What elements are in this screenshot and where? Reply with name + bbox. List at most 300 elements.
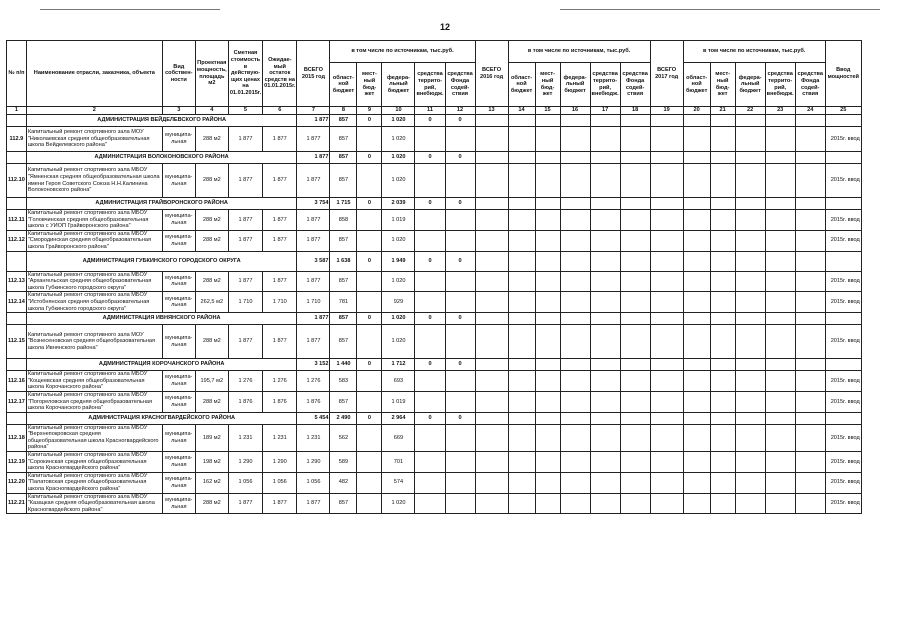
section-fund: 0: [445, 359, 475, 371]
empty-cell: [735, 452, 765, 473]
empty-cell: [560, 164, 590, 198]
item-no: 112.16: [7, 371, 27, 392]
empty-cell: [710, 251, 735, 271]
empty-cell: [795, 313, 825, 325]
empty-cell: [710, 164, 735, 198]
section-local: 0: [357, 412, 382, 424]
empty-cell: [710, 198, 735, 210]
column-number: 4: [195, 107, 228, 115]
empty-cell: [590, 359, 620, 371]
column-number: 9: [357, 107, 382, 115]
empty-cell: [620, 292, 650, 313]
item-status: 2015г. ввод: [825, 127, 861, 152]
header-territorial: средства террито-рий, внебюдж.: [415, 63, 445, 107]
section-header-row: [7, 115, 862, 127]
empty-cell: [765, 472, 795, 493]
header-regional: област-ной бюджет: [508, 63, 535, 107]
item-owner: муниципа-льная: [162, 230, 195, 251]
empty-cell: [650, 391, 683, 412]
item-status: 2015г. ввод: [825, 271, 861, 292]
item-no: 112.9: [7, 127, 27, 152]
empty-cell: [508, 292, 535, 313]
empty-cell: [650, 292, 683, 313]
empty-cell: [620, 412, 650, 424]
item-capacity: 288 м2: [195, 164, 228, 198]
section-header-row: [7, 412, 862, 424]
item-territorial: [415, 424, 445, 451]
empty-cell: [795, 424, 825, 451]
empty-cell: [710, 127, 735, 152]
empty-cell: [683, 152, 710, 164]
empty-cell: [590, 424, 620, 451]
item-total: 1 710: [297, 292, 330, 313]
empty-cell: [765, 493, 795, 514]
section-total: 3 152: [297, 359, 330, 371]
item-status: 2015г. ввод: [825, 210, 861, 231]
section-territorial: 0: [415, 251, 445, 271]
table-row: [7, 452, 862, 473]
empty-cell: [475, 210, 508, 231]
empty-cell: [683, 391, 710, 412]
empty-cell: [650, 127, 683, 152]
column-number: 7: [297, 107, 330, 115]
empty-cell: [590, 152, 620, 164]
item-name: Капитальный ремонт спортивного зала МБОУ "Верхнепокровская средняя общеобразовательная школа Красногвардейского района": [26, 424, 162, 451]
column-number: 19: [650, 107, 683, 115]
item-regional: 858: [330, 210, 357, 231]
empty-cell: [735, 292, 765, 313]
empty-cell: [535, 371, 560, 392]
empty-cell: [735, 371, 765, 392]
empty-cell: [765, 313, 795, 325]
column-number: 25: [825, 107, 861, 115]
empty-cell: [765, 210, 795, 231]
empty-cell: [765, 452, 795, 473]
empty-cell: [683, 493, 710, 514]
empty-cell: [560, 412, 590, 424]
section-no: [7, 198, 27, 210]
empty-cell: [825, 313, 861, 325]
empty-cell: [710, 359, 735, 371]
item-territorial: [415, 127, 445, 152]
empty-cell: [765, 164, 795, 198]
item-estimate: 1 877: [228, 164, 262, 198]
section-title: АДМИНИСТРАЦИЯ КРАСНОГВАРДЕЙСКОГО РАЙОНА: [26, 412, 297, 424]
empty-cell: [590, 127, 620, 152]
item-status: 2015г. ввод: [825, 230, 861, 251]
table-row: [7, 271, 862, 292]
column-number: 3: [162, 107, 195, 115]
item-name: Капитальный ремонт спортивного зала МОУ "Николаевская средняя общеобразовательная школа Вейделевского района": [26, 127, 162, 152]
section-fund: 0: [445, 152, 475, 164]
empty-cell: [590, 292, 620, 313]
table-row: [7, 472, 862, 493]
top-rule-right: [560, 9, 880, 10]
column-number: 5: [228, 107, 262, 115]
item-capacity: 262,5 м2: [195, 292, 228, 313]
empty-cell: [535, 412, 560, 424]
item-status: 2015г. ввод: [825, 493, 861, 514]
empty-cell: [710, 152, 735, 164]
empty-cell: [508, 313, 535, 325]
section-no: [7, 251, 27, 271]
table-row: [7, 292, 862, 313]
empty-cell: [650, 359, 683, 371]
item-regional: 583: [330, 371, 357, 392]
empty-cell: [475, 424, 508, 451]
empty-cell: [735, 325, 765, 359]
empty-cell: [620, 210, 650, 231]
empty-cell: [683, 210, 710, 231]
empty-cell: [508, 271, 535, 292]
item-regional: 857: [330, 164, 357, 198]
column-number: 10: [382, 107, 415, 115]
empty-cell: [650, 164, 683, 198]
item-status: 2015г. ввод: [825, 292, 861, 313]
empty-cell: [560, 313, 590, 325]
column-number: 22: [735, 107, 765, 115]
empty-cell: [795, 164, 825, 198]
item-local: [357, 325, 382, 359]
item-no: 112.11: [7, 210, 27, 231]
header-local: мест-ный бюд-жет: [535, 63, 560, 107]
empty-cell: [620, 359, 650, 371]
item-owner: муниципа-льная: [162, 271, 195, 292]
section-federal: 1 020: [382, 313, 415, 325]
section-regional: 2 490: [330, 412, 357, 424]
item-total: 1 877: [297, 127, 330, 152]
empty-cell: [475, 115, 508, 127]
section-total: 5 454: [297, 412, 330, 424]
item-territorial: [415, 493, 445, 514]
empty-cell: [475, 452, 508, 473]
item-local: [357, 472, 382, 493]
column-number: 6: [263, 107, 297, 115]
item-territorial: [415, 391, 445, 412]
column-number: 12: [445, 107, 475, 115]
empty-cell: [590, 230, 620, 251]
section-regional: 1 715: [330, 198, 357, 210]
table-row: [7, 230, 862, 251]
header-local: мест-ный бюд-жет: [357, 63, 382, 107]
empty-cell: [535, 472, 560, 493]
empty-cell: [795, 472, 825, 493]
item-regional: 482: [330, 472, 357, 493]
item-no: 112.19: [7, 452, 27, 473]
section-fund: 0: [445, 313, 475, 325]
empty-cell: [683, 271, 710, 292]
section-total: 3 587: [297, 251, 330, 271]
empty-cell: [683, 452, 710, 473]
header-remainder: Ожидае-мый остаток средств на 01.01.2015г.: [263, 41, 297, 107]
empty-cell: [650, 472, 683, 493]
section-regional: 1 440: [330, 359, 357, 371]
item-fund: [445, 164, 475, 198]
empty-cell: [475, 164, 508, 198]
section-federal: 1 020: [382, 152, 415, 164]
column-number: 23: [765, 107, 795, 115]
section-fund: 0: [445, 198, 475, 210]
header-territorial: средства террито-рий, внебюдж.: [765, 63, 795, 107]
header-local: мест-ный бюд-жет: [710, 63, 735, 107]
empty-cell: [535, 210, 560, 231]
item-no: 112.10: [7, 164, 27, 198]
section-local: 0: [357, 313, 382, 325]
empty-cell: [590, 325, 620, 359]
empty-cell: [508, 210, 535, 231]
section-fund: 0: [445, 251, 475, 271]
header-total-2017: ВСЕГО 2017 год: [650, 41, 683, 107]
empty-cell: [508, 424, 535, 451]
item-regional: 562: [330, 424, 357, 451]
empty-cell: [735, 152, 765, 164]
empty-cell: [508, 127, 535, 152]
empty-cell: [765, 127, 795, 152]
item-capacity: 198 м2: [195, 452, 228, 473]
item-fund: [445, 325, 475, 359]
item-capacity: 288 м2: [195, 127, 228, 152]
empty-cell: [735, 313, 765, 325]
section-territorial: 0: [415, 412, 445, 424]
item-owner: муниципа-льная: [162, 127, 195, 152]
empty-cell: [560, 452, 590, 473]
item-total: 1 876: [297, 391, 330, 412]
item-local: [357, 127, 382, 152]
header-capacity: Проектная мощность, площадь м2: [195, 41, 228, 107]
empty-cell: [620, 493, 650, 514]
item-regional: 857: [330, 230, 357, 251]
empty-cell: [795, 412, 825, 424]
empty-cell: [560, 359, 590, 371]
item-name: Капитальный ремонт спортивного зала МБОУ "Архангельская средняя общеобразовательная школа Губкинского городского округа": [26, 271, 162, 292]
empty-cell: [535, 152, 560, 164]
header-federal: федера-льный бюджет: [735, 63, 765, 107]
item-owner: муниципа-льная: [162, 391, 195, 412]
empty-cell: [560, 391, 590, 412]
empty-cell: [620, 472, 650, 493]
empty-cell: [735, 472, 765, 493]
empty-cell: [620, 325, 650, 359]
empty-cell: [590, 313, 620, 325]
item-total: 1 877: [297, 325, 330, 359]
item-remainder: 1 877: [263, 210, 297, 231]
item-estimate: 1 877: [228, 210, 262, 231]
item-name: Капитальный ремонт спортивного зала МБОУ "Погореловская средняя общеобразовательная школа Корочанского района": [26, 391, 162, 412]
empty-cell: [650, 313, 683, 325]
item-capacity: 162 м2: [195, 472, 228, 493]
item-remainder: 1 276: [263, 371, 297, 392]
empty-cell: [650, 271, 683, 292]
empty-cell: [620, 127, 650, 152]
table-row: [7, 391, 862, 412]
empty-cell: [620, 164, 650, 198]
empty-cell: [560, 424, 590, 451]
empty-cell: [765, 115, 795, 127]
item-no: 112.18: [7, 424, 27, 451]
empty-cell: [508, 251, 535, 271]
empty-cell: [683, 198, 710, 210]
page-number: 12: [440, 22, 451, 32]
empty-cell: [620, 230, 650, 251]
item-no: 112.14: [7, 292, 27, 313]
empty-cell: [735, 391, 765, 412]
item-name: Капитальный ремонт спортивного зала МБОУ "Истобнянская средняя общеобразовательная школа Губкинского городского округа": [26, 292, 162, 313]
empty-cell: [560, 292, 590, 313]
item-regional: 857: [330, 127, 357, 152]
empty-cell: [560, 371, 590, 392]
empty-cell: [683, 127, 710, 152]
empty-cell: [508, 452, 535, 473]
empty-cell: [650, 198, 683, 210]
section-federal: 2 039: [382, 198, 415, 210]
item-regional: 857: [330, 493, 357, 514]
empty-cell: [535, 452, 560, 473]
empty-cell: [765, 391, 795, 412]
item-capacity: 288 м2: [195, 230, 228, 251]
empty-cell: [683, 472, 710, 493]
column-number: 24: [795, 107, 825, 115]
item-total: 1 877: [297, 210, 330, 231]
empty-cell: [590, 371, 620, 392]
item-local: [357, 391, 382, 412]
empty-cell: [650, 371, 683, 392]
empty-cell: [475, 152, 508, 164]
section-no: [7, 152, 27, 164]
empty-cell: [620, 391, 650, 412]
empty-cell: [590, 198, 620, 210]
empty-cell: [508, 493, 535, 514]
item-local: [357, 292, 382, 313]
item-territorial: [415, 210, 445, 231]
item-total: 1 877: [297, 493, 330, 514]
header-fund: средства Фонда содей-ствия: [445, 63, 475, 107]
empty-cell: [535, 325, 560, 359]
empty-cell: [620, 452, 650, 473]
column-number: 13: [475, 107, 508, 115]
empty-cell: [765, 412, 795, 424]
item-local: [357, 493, 382, 514]
empty-cell: [620, 198, 650, 210]
item-name: Капитальный ремонт спортивного зала МБОУ "Смородинская средняя общеобразовательная школа Грайворонского района": [26, 230, 162, 251]
column-number: 21: [710, 107, 735, 115]
empty-cell: [795, 251, 825, 271]
item-estimate: 1 877: [228, 271, 262, 292]
empty-cell: [475, 198, 508, 210]
empty-cell: [620, 271, 650, 292]
empty-cell: [475, 230, 508, 251]
empty-cell: [795, 271, 825, 292]
empty-cell: [475, 325, 508, 359]
item-regional: 857: [330, 391, 357, 412]
column-number: 11: [415, 107, 445, 115]
section-title: АДМИНИСТРАЦИЯ ГУБКИНСКОГО ГОРОДСКОГО ОКРУГА: [26, 251, 297, 271]
empty-cell: [650, 115, 683, 127]
item-local: [357, 371, 382, 392]
item-regional: 781: [330, 292, 357, 313]
section-no: [7, 115, 27, 127]
item-federal: 1 020: [382, 325, 415, 359]
empty-cell: [620, 152, 650, 164]
item-owner: муниципа-льная: [162, 164, 195, 198]
item-owner: муниципа-льная: [162, 292, 195, 313]
empty-cell: [508, 152, 535, 164]
empty-cell: [683, 412, 710, 424]
empty-cell: [710, 115, 735, 127]
item-capacity: 195,7 м2: [195, 371, 228, 392]
item-federal: 1 020: [382, 271, 415, 292]
item-status: 2015г. ввод: [825, 452, 861, 473]
section-fund: 0: [445, 115, 475, 127]
item-no: 112.15: [7, 325, 27, 359]
item-remainder: 1 877: [263, 230, 297, 251]
table-row: [7, 210, 862, 231]
table-body: [7, 107, 862, 514]
section-header-row: [7, 152, 862, 164]
empty-cell: [620, 313, 650, 325]
empty-cell: [683, 115, 710, 127]
item-regional: 589: [330, 452, 357, 473]
empty-cell: [735, 210, 765, 231]
empty-cell: [683, 325, 710, 359]
empty-cell: [650, 251, 683, 271]
item-name: Капитальный ремонт спортивного зала МБОУ "Кощеевская средняя общеобразовательная школа Корочанского района": [26, 371, 162, 392]
empty-cell: [735, 127, 765, 152]
header-territorial: средства террито-рий, внебюдж.: [590, 63, 620, 107]
item-name: Капитальный ремонт спортивного зала МОУ "Вознесеновская средняя общеобразовательная школа Ивнянского района": [26, 325, 162, 359]
empty-cell: [735, 198, 765, 210]
section-total: 1 877: [297, 115, 330, 127]
section-federal: 2 964: [382, 412, 415, 424]
empty-cell: [650, 424, 683, 451]
item-local: [357, 424, 382, 451]
empty-cell: [795, 391, 825, 412]
empty-cell: [735, 271, 765, 292]
section-title: АДМИНИСТРАЦИЯ ИВНЯНСКОГО РАЙОНА: [26, 313, 297, 325]
item-federal: 1 019: [382, 210, 415, 231]
empty-cell: [508, 371, 535, 392]
section-regional: 857: [330, 115, 357, 127]
section-no: [7, 359, 27, 371]
header-total-2015: ВСЕГО 2015 год: [297, 41, 330, 107]
empty-cell: [735, 359, 765, 371]
empty-cell: [683, 313, 710, 325]
header-federal: федера-льный бюджет: [560, 63, 590, 107]
empty-cell: [475, 472, 508, 493]
item-capacity: 288 м2: [195, 210, 228, 231]
item-total: 1 877: [297, 164, 330, 198]
item-status: 2015г. ввод: [825, 391, 861, 412]
empty-cell: [683, 371, 710, 392]
empty-cell: [535, 230, 560, 251]
empty-cell: [650, 452, 683, 473]
item-name: Капитальный ремонт спортивного зала МБОУ "Палатовская средняя общеобразовательная школа Красногвардейского района": [26, 472, 162, 493]
empty-cell: [710, 292, 735, 313]
item-territorial: [415, 271, 445, 292]
empty-cell: [620, 371, 650, 392]
item-remainder: 1 231: [263, 424, 297, 451]
empty-cell: [650, 412, 683, 424]
section-regional: 857: [330, 313, 357, 325]
empty-cell: [508, 412, 535, 424]
empty-cell: [535, 271, 560, 292]
section-title: АДМИНИСТРАЦИЯ ВОЛОКОНОВСКОГО РАЙОНА: [26, 152, 297, 164]
empty-cell: [620, 424, 650, 451]
empty-cell: [795, 115, 825, 127]
empty-cell: [795, 210, 825, 231]
empty-cell: [650, 210, 683, 231]
item-local: [357, 230, 382, 251]
item-estimate: 1 877: [228, 493, 262, 514]
